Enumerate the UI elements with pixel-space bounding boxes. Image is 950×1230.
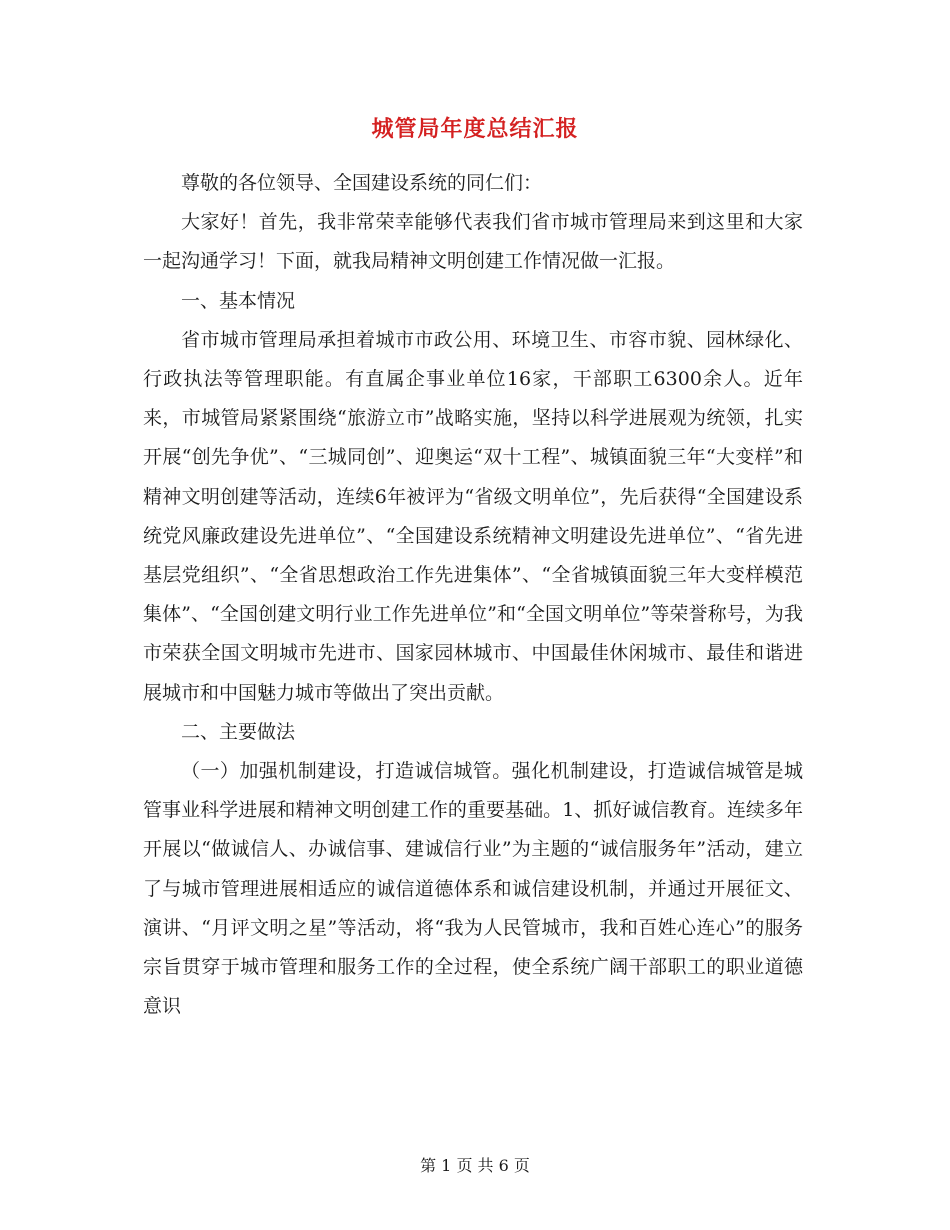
section-heading-basic: 一、基本情况 bbox=[181, 289, 296, 312]
section-heading-methods: 二、主要做法 bbox=[181, 720, 296, 743]
paragraph-basic-situation: 省市城市管理局承担着城市市政公用、环境卫生、市容市貌、园林绿化、行政执法等管理职能。有直属企事业单位16家，干部职工6300余人。近年来，市城管局紧紧围绕“旅游立市”战略实施，坚持以科学进展观为统领，扎实开展“创先争优”、“三城同创”、迎奥运“双十工程”、城镇面貌三年“大变样”和精神文明创建等活动，连续6年被评为“省级文明单位”，先后获得“全国建设系统党风廉政建设先进单位”、“全国建设系统精神文明建设先进单位”、“省先进基层党组织”、“全省思想政治工作先进集体”、“全省城镇面貌三年大变样模范集体”、“全国创建文明行业工作先进单位”和“全国文明单位”等荣誉称号，为我市荣获全国文明城市先进市、国家园林城市、中国最佳休闲城市、最佳和谐进展城市和中国魅力城市等做出了突出贡献。 bbox=[143, 328, 803, 704]
page-footer: 第 1 页 共 6 页 bbox=[420, 1156, 530, 1175]
paragraph-greeting: 大家好！首先，我非常荣幸能够代表我们省市城市管理局来到这里和大家一起沟通学习！下面，就我局精神文明创建工作情况做一汇报。 bbox=[143, 211, 803, 273]
paragraph-salutation: 尊敬的各位领导、全国建设系统的同仁们： bbox=[181, 172, 543, 194]
document-body bbox=[143, 164, 803, 1026]
document-title: 城管局年度总结汇报 bbox=[371, 116, 579, 142]
paragraph-mechanism: （一）加强机制建设，打造诚信城管。强化机制建设，打造诚信城管是城管事业科学进展和精神文明创建工作的重要基础。1、抓好诚信教育。连续多年开展以“做诚信人、办诚信事、建诚信行业”为主题的“诚信服务年”活动，建立了与城市管理进展相适应的诚信道德体系和诚信建设机制，并通过开展征文、演讲、“月评文明之星”等活动，将“我为人民管城市，我和百姓心连心”的服务宗旨贯穿于城市管理和服务工作的全过程，使全系统广阔干部职工的职业道德意识 bbox=[143, 760, 803, 1018]
